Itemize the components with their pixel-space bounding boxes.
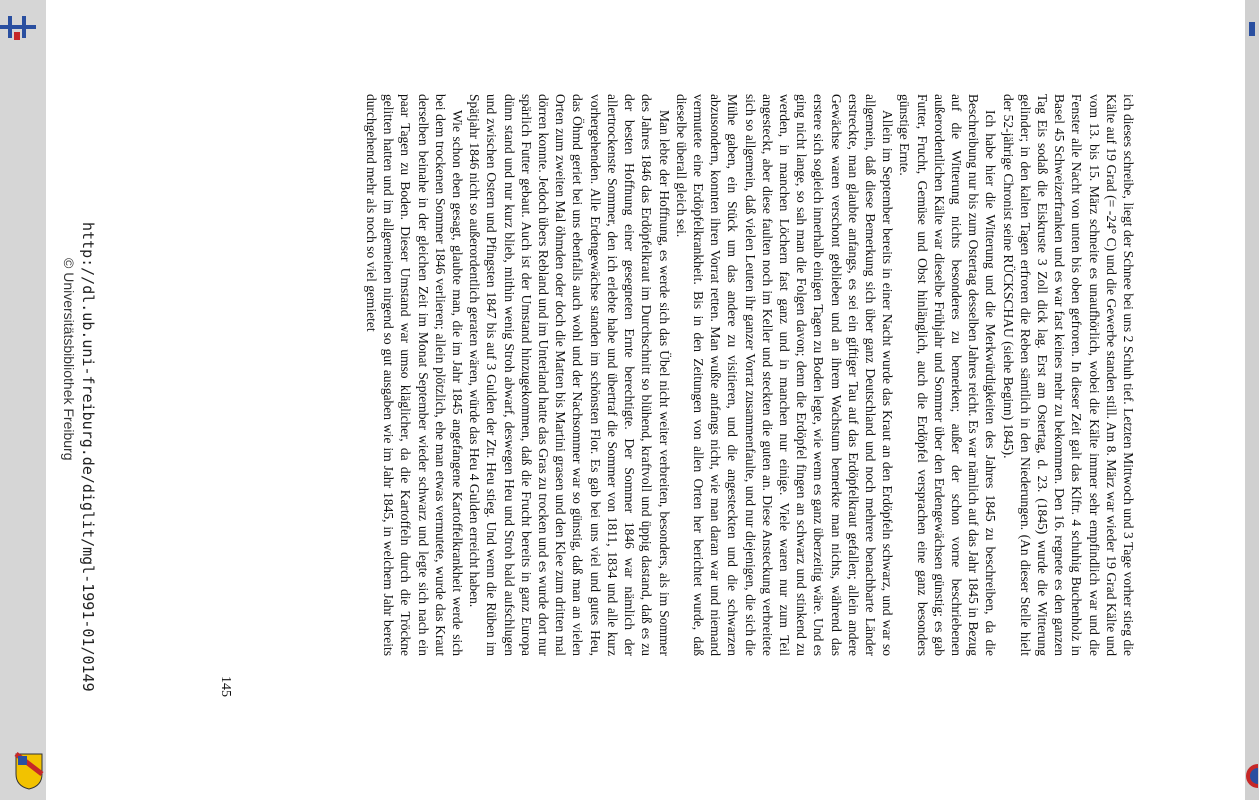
paragraph: Allein im September bereits in einer Nacht wurde das Kraut an den Erdöpfeln schwarz, und war so allgemein, daß diese Bemerkung sich über ganz Deutschland und noch mehrere benachbarte Länder erstreckte, man glaubte anfangs, es sei ein giftiger Tau auf das Erdöpfelkraut gefallen; allein andere Gewächse waren verschont geblieben und an ihrem Wachstum bemerkte man nichts, während das erstere sich sogleich innerhalb einigen Tagen zu Boden legte, wie wenn es ganz überzeitig wäre. Und es ging nicht lange, so sah man die Folgen davon; denn die Erdöpfel fingen an schwarz und stinkend zu werden, in manchen Löchern fast ganz und in manchen nur einige. Viele waren nur zum Teil angesteckt, aber diese faulten noch im Keller und steckten die guten an. Diese Ansteckung verbreitete sich so allgemein, daß vielen Leuten ihr ganzer Vorrat zusammenfaulte, und nur diejenigen, die sich die Mühe gaben, ein Stück um das andere zu visitieren, und die angesteckten und die schwarzen abzusondern, konnten ihren Vorrat retten. Man wußte anfangs nicht, wie man daran war und niemand vermutete eine Erdöpfelkrankheit. Bis in den Zeitungen von allen Orten her berichtet wurde, daß dieselbe überall gleich sei. bbox=[673, 94, 896, 656]
left-sidebar-strip bbox=[0, 0, 46, 800]
coat-of-arms-icon[interactable] bbox=[14, 752, 44, 790]
page-number: 145 bbox=[218, 676, 233, 697]
paragraph: Wie schon eben gesagt, glaubte man, die im Jahr 1845 angefangene Kartoffelkrankheit werde sich bei dem trockenen Sommer 1846 verlieren; allein plötzlich, ehe man etwas vermutete, wurde das Kraut derselben beinahe in der gleichen Zeit im Monat September wieder schwarz und legte sich nach ein paar Tagen zu Boden. Dieser Umstand war umso kläglicher, da die Kartoffeln durch die Tröckne gelitten hatten und im allgemeinen nirgend so gut ausgaben wie im Jahr 1845, in welchem Jahr bereits durchgehend mehr als noch so viel gemietet bbox=[364, 94, 466, 656]
copyright-line: © Universitätsbibliothek Freiburg bbox=[61, 258, 77, 461]
right-marker bbox=[1249, 22, 1255, 36]
page-text bbox=[363, 94, 1137, 656]
right-sidebar-strip bbox=[1245, 0, 1259, 800]
paragraph: Man lebte der Hoffnung, es werde sich das Übel nicht weiter verbreiten, besonders, als im Sommer des Jahres 1846 das Erdöpfelkraut im Durchschnitt so blühend, kraftvoll und üppig dastand, daß es zu der besten Hoffnung einer gesegneten Ernte berechtigte. Der Sommer 1846 war nämlich der allertrockenste Sommer, den ich erlebte habe und übertraf die Sommer von 1811, 1834 und alle kurz vorhergehenden. Alle Erdengewächse standen im schönsten Flor. Es gab bei uns viel und gutes Heu, das Öhmd geriet bei uns ebenfalls auch wohl und der Nachsommer war so günstig, daß man an vielen Orten zum zweiten Mal öhmden oder doch die Matten bis Martini grasen und den Klee zum dritten mal dörren konnte. Jedoch übers Rebland und im Unterland hatte das Gras zu trocken und es wurde dort nur spärlich Futter gebaut. Auch ist der Umstand hinzugekommen, daß die Frucht bereits in ganz Europa dünn stand und nur kurz blieb, mithin wenig Stroh abwarf, deswegen Heu und Stroh bald aufschlugen und zwischen Ostern und Pfingsten 1847 bis auf 3 Gulden der Ztr. Heu stieg. Und wenn die Rüben im Spätjahr 1846 nicht so außerordentlich geraten wären, würde das Heu 4 Gulden erreicht haben. bbox=[467, 94, 672, 656]
rotated-page-content bbox=[46, 0, 1245, 800]
paragraph: Ich habe hier die Witterung und die Merkwürdigkeiten des Jahres 1845 zu beschreiben, da die Beschreibung nur bis zum Ostertag desselben Jahres reicht. Es war nämlich auf das Jahr 1845 in Bezug auf die Witterung nichts besonderes zu bemerken; außer der schon vorne beschriebenen außerordentlichen Kälte war dieselbe Frühjahr und Sommer über den Erdengewächsen günstig; es gab Futter, Frucht, Gemüse und Obst hinlänglich, auch die Erdöpfel versprachen eine ganz besonders günstige Ernte. bbox=[897, 94, 999, 656]
paragraph: ich dieses schreibe, liegt der Schnee bei uns 2 Schuh tief. Letzten Mittwoch und 3 Tage vorher stieg die Kälte auf 19 Grad (= -24° C) und die Gewerbe standen still. Am 8. März war wieder 19 Grad Kälte und vom 13. bis 15. März schneite es unaufhörlich, wobei die Kälte immer sehr empfindlich war und die Fenster alle Nacht von unten bis oben gefroren. In dieser Zeit galt das Klftr. 4 schuhig Buchenholz in Basel 45 Schweizerfranken und es war fast keines mehr zu bekommen. Den 16. regnete es den ganzen Tag Eis sodaß die Eiskruste 3 Zoll dick lag. Erst am Ostertag, d. 23. (1845) wurde die Witterung gelinder; in den kalten Tagen erfroren die Reben sämtlich in den Niederungen. (An dieser Stelle hielt der 52-jährige Chronist seine RÜCKSCHAU (siehe Beginn) 1845). bbox=[1000, 94, 1136, 656]
document-page bbox=[46, 0, 1245, 800]
document-url[interactable]: http://dl.ub.uni-freiburg.de/diglit/mgl-1991-01/0149 bbox=[79, 222, 97, 692]
badge-icon[interactable] bbox=[1246, 764, 1258, 788]
university-logo-icon[interactable] bbox=[0, 10, 36, 46]
